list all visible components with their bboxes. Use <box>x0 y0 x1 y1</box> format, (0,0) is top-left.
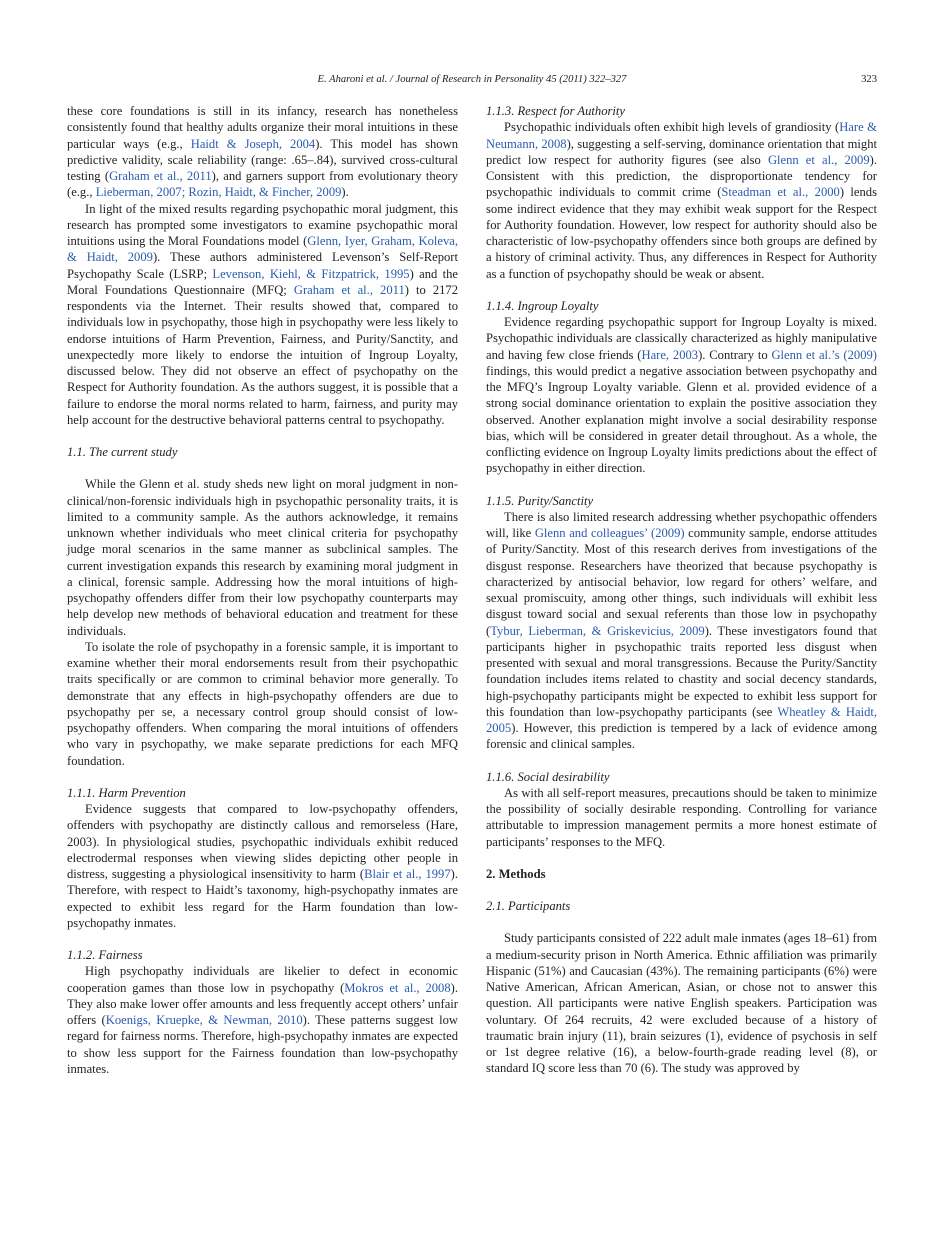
subsection-heading: 1.1.2. Fairness <box>67 948 143 962</box>
paragraph: Study participants consisted of 222 adult male inmates (ages 18–61) from a medium-security prison in North America. Ethnic affiliation was primarily Hispanic (51%) and Caucasian (43%). The remaining participants (6%) were Native American, African American, Asian, or chose not to answer this question. All participants were native English speakers. Participation was voluntary. Of 264 recruits, 42 were excluded because of a history of traumatic brain injury (11), brain seizures (1), evidence of psychosis in self or 1st degree relative (16), a below-fourth-grade reading level (8), or standard IQ score less than 70 (6). The study was approved by <box>486 931 877 1076</box>
paragraph: Evidence suggests that compared to low-psychopathy offenders, offenders with psychopathy are distinctly callous and remorseless (Hare, 2003). In physiological studies, psychopathic individuals exhibit reduced electrodermal responses when viewing slides depicting other people in distress, suggesting a physiological insensitivity to harm (Blair et al., 1997). Therefore, with respect to Haidt’s taxonomy, high-psychopathy inmates are expected to exhibit less regard for the Harm foundation than low-psychopathy inmates. <box>67 802 458 930</box>
subsection-heading: 1.1.4. Ingroup Loyalty <box>486 298 599 313</box>
citation-link[interactable]: Glenn and colleagues’ (2009) <box>534 526 685 540</box>
right-column <box>486 103 877 1077</box>
citation-link[interactable]: Wheatley & Haidt, 2005 <box>486 704 878 735</box>
paragraph: As with all self-report measures, precautions should be taken to minimize the possibility of socially desirable responding. Controlling for variance attributable to impression management permits a more honest estimate of participants’ responses to the MFQ. <box>486 785 877 849</box>
citation-link[interactable]: Koenigs, Kruepke, & Newman, 2010 <box>105 1013 303 1027</box>
running-header <box>67 72 877 88</box>
paragraph: There is also limited research addressing whether psychopathic offenders will, like Glenn and colleagues’ (2009) community sample, endorse attitudes of Purity/Sanctity. Most of this research derives from investigations of the disgust response. Researchers have theorized that because psychopathy is characterized by antisocial behavior, low regard for others’ welfare, and sexual promiscuity, among other things, such individuals will exhibit less disgust toward social and sexual referents than those low in psychopathy (Tybur, Lieberman, & Griskevicius, 2009). These investigators found that participants higher in psychopathic traits reported less disgust when presented with sexual and moral transgressions. Because the Purity/Sanctity foundation includes items related to chastity and social decency standards, high-psychopathy participants might be expected to exhibit less support for this foundation than low-psychopathy participants (see Wheatley & Haidt, 2005). However, this prediction is tempered by a lack of evidence among forensic and clinical samples. <box>486 509 878 752</box>
citation-link[interactable]: Graham et al., 2011 <box>293 282 405 297</box>
citation-link[interactable]: Steadman et al., 2000 <box>721 185 840 200</box>
citation-link[interactable]: Glenn, Iyer, Graham, Koleva, & Haidt, 2009 <box>67 234 458 265</box>
paragraph: In light of the mixed results regarding psychopathic moral judgment, this research has prompted some investigators to examine psychopathic moral intuitions using the Moral Foundations model (Glenn, Iyer, Graham, Koleva, & Haidt, 2009). These authors administered Levenson’s Self-Report Psychopathy Scale (LSRP; Levenson, Kiehl, & Fitzpatrick, 1995) and the Moral Foundations Questionnaire (MFQ; Graham et al., 2011) to 2172 respondents via the Internet. Their results showed that, compared to individuals low in psychopathy, those high in psychopathy were less likely to endorse intuitions of Harm Prevention, Fairness, and Purity/Sanctity, and unexpectedly more likely to endorse the intuition of Ingroup Loyalty, discussed below. They did not observe an effect of psychopathy on the Respect for Authority foundation. As the authors suggest, it is possible that a failure to endorse the moral norms related to harm, fairness, and purity may help account for the destructive behavioral patterns central to psychopathy. <box>67 201 459 427</box>
subsection-heading: 1.1. The current study <box>67 445 178 459</box>
citation-link[interactable]: Mokros et al., 2008 <box>344 980 451 995</box>
paragraph: Evidence regarding psychopathic support for Ingroup Loyalty is mixed. Psychopathic individuals are classically characterized as highly manipulative and having few close friends (Hare, 2003). Contrary to Glenn et al.’s (2009) findings, this would predict a negative association between psychopathy and the MFQ’s Ingroup Loyalty variable. Glenn et al. provided evidence of a strong social dominance orientation to explain the positive association they observed. Another explanation might involve a social desirability response bias, which will be considered in greater detail throughout. As a whole, the conflicting evidence on Ingroup Loyalty limits predictions about the effect of psychopathy in either direction. <box>486 315 877 476</box>
citation-link[interactable]: Hare & Neumann, 2008 <box>486 120 877 151</box>
paragraph: To isolate the role of psychopathy in a forensic sample, it is important to examine whether their moral endorsements result from their psychopathic traits specifically or are common to criminal behavior more generally. To demonstrate that any effects in high-psychopathy offenders are due to psychopathy per se, a necessary control group should consist of low-psychopathy offenders. When comparing the moral intuitions of offenders who vary in psychopathy, we make separate predictions for each MFQ foundation. <box>67 639 458 768</box>
subsection-heading: 2.1. Participants <box>486 899 571 913</box>
citation-link[interactable]: Glenn et al.’s (2009) <box>771 347 877 362</box>
citation-link[interactable]: Blair et al., 1997 <box>364 867 451 881</box>
subsection-heading: 1.1.5. Purity/Sanctity <box>486 493 594 508</box>
section-heading: 2. Methods <box>486 866 546 881</box>
citation-link[interactable]: Graham et al., 2011 <box>109 169 212 183</box>
paragraph: High psychopathy individuals are likelier to defect in economic cooperation games than those low in psychopathy (Mokros et al., 2008). They also make lower offer amounts and less frequently accept others’ unfair offers (Koenigs, Kruepke, & Newman, 2010). These patterns suggest low regard for fairness norms. Therefore, high-psychopathy inmates are expected to show less support for the Fairness foundation than low-psychopathy inmates. <box>67 964 458 1076</box>
citation-link[interactable]: Hare, 2003 <box>641 347 699 362</box>
citation-link[interactable]: Lieberman, 2007; Rozin, Haidt, & Fincher, 2009 <box>95 185 342 200</box>
paragraph: Psychopathic individuals often exhibit high levels of grandiosity (Hare & Neumann, 2008), suggesting a self-serving, dominance orientation that might predict low respect for authority figures (see also Glenn et al., 2009). Consistent with this prediction, the disproportionate tendency for psychopathic individuals to commit crime (Steadman et al., 2000) lends some indirect evidence that they may exhibit weak support for the Respect for Authority foundation. However, low respect for authority should also be characteristic of low-psychopathy offenders since both groups are defined by a history of criminal activity. Thus, any differences in Respect for Authority as a function of psychopathy should be weak or absent. <box>486 120 877 281</box>
subsection-heading: 1.1.3. Respect for Authority <box>486 104 625 118</box>
subsection-heading: 1.1.1. Harm Prevention <box>67 785 186 800</box>
citation-link[interactable]: Tybur, Lieberman, & Griskevicius, 2009 <box>490 623 705 638</box>
paragraph: these core foundations is still in its infancy, research has nonetheless consistently found that healthy adults organize their moral intuitions in these particular ways (e.g., Haidt & Joseph, 2004). This model has shown predictive validity, scale reliability (range: .65–.84), survived cross-cultural testing (Graham et al., 2011), and garners support from evolutionary theory (e.g., Lieberman, 2007; Rozin, Haidt, & Fincher, 2009). <box>67 104 458 200</box>
journal-citation: E. Aharoni et al. / Journal of Research in Personality 45 (2011) 322–327 <box>317 74 627 85</box>
page-number: 323 <box>861 74 877 85</box>
citation-link[interactable]: Glenn et al., 2009 <box>767 152 870 167</box>
left-column <box>67 103 458 1077</box>
paragraph: While the Glenn et al. study sheds new light on moral judgment in non-clinical/non-forensic individuals high in psychopathic personality traits, it is limited to a community sample. As the authors acknowledge, it remains unknown whether individuals who meet clinical criteria for psychopathy judge moral scenarios in the same manner as subclinical samples. The current investigation expands this research by examining moral judgment in a clinical, forensic sample. Addressing how the moral intuitions of high-psychopathy offenders differ from their low psychopathy counterparts may help develop new methods of behavioral education and treatment for these individuals. <box>67 477 458 638</box>
citation-link[interactable]: Haidt & Joseph, 2004 <box>190 136 316 151</box>
subsection-heading: 1.1.6. Social desirability <box>486 769 610 784</box>
citation-link[interactable]: Levenson, Kiehl, & Fitzpatrick, 1995 <box>212 266 410 281</box>
